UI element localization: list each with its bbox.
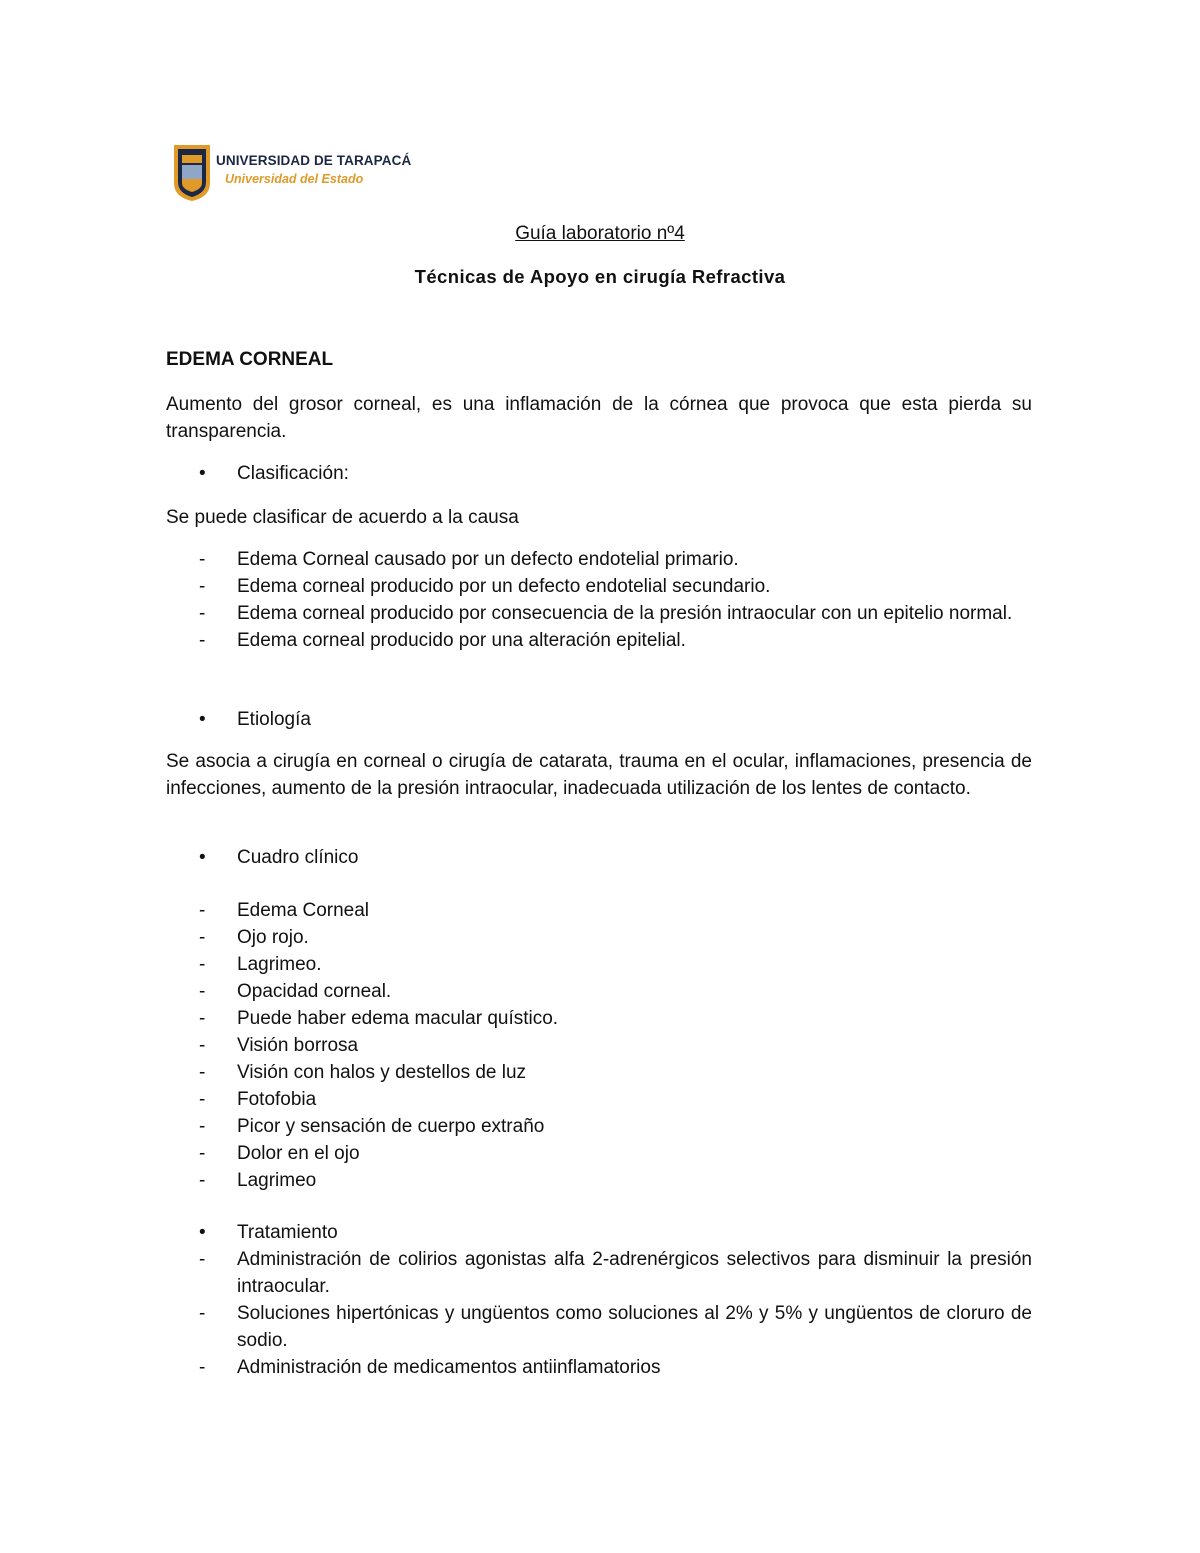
list-item <box>199 1005 1032 1032</box>
list-item <box>199 1113 1032 1140</box>
list-item-text: Edema Corneal causado por un defecto endotelial primario. <box>237 549 739 570</box>
bullet-label: Clasificación: <box>237 463 349 484</box>
bullet-label: Etiología <box>237 709 311 730</box>
list-item-text: Lagrimeo <box>237 1170 317 1191</box>
list-item-text: Puede haber edema macular quístico. <box>237 1008 559 1029</box>
dash-marker: - <box>199 1062 206 1083</box>
intro-paragraph: Aumento del grosor corneal, es una inflamación de la córnea que provoca que esta pierda su transparencia. <box>166 394 1032 442</box>
bullet-marker: • <box>199 709 206 730</box>
bullet-label: Tratamiento <box>237 1222 338 1243</box>
dash-marker: - <box>199 981 206 1002</box>
list-item-text: Lagrimeo. <box>237 954 322 975</box>
list-item-text: Dolor en el ojo <box>237 1143 360 1164</box>
tratamiento-list <box>199 1246 1032 1381</box>
list-item-text: Administración de colirios agonistas alfa 2-adrenérgicos selectivos para disminuir la presión intraocular. <box>237 1249 1032 1297</box>
list-item <box>199 1140 1032 1167</box>
logo-university-name: UNIVERSIDAD DE TARAPACÁ <box>216 153 412 168</box>
list-item <box>199 1300 1032 1354</box>
logo-university-subtitle: Universidad del Estado <box>225 172 364 186</box>
dash-marker: - <box>199 1035 206 1056</box>
list-item-text: Administración de medicamentos antiinflamatorios <box>237 1357 661 1378</box>
dash-marker: - <box>199 1357 206 1378</box>
bullet-marker: • <box>199 847 206 868</box>
list-item <box>199 1167 1032 1194</box>
dash-marker: - <box>199 1116 206 1137</box>
list-item <box>199 1032 1032 1059</box>
list-item <box>199 573 1032 600</box>
dash-marker: - <box>199 549 206 570</box>
dash-marker: - <box>199 603 206 624</box>
list-item-text: Edema corneal producido por consecuencia de la presión intraocular con un epitelio normal. <box>237 603 1013 624</box>
list-item-text: Edema corneal producido por una alteración epitelial. <box>237 630 686 651</box>
list-item-text: Soluciones hipertónicas y ungüentos como soluciones al 2% y 5% y ungüentos de cloruro de sodio. <box>237 1303 1032 1351</box>
list-item <box>199 1246 1032 1300</box>
university-logo <box>172 143 412 205</box>
clasificacion-list <box>199 546 1032 654</box>
dash-marker: - <box>199 630 206 651</box>
list-item-text: Picor y sensación de cuerpo extraño <box>237 1116 545 1137</box>
dash-marker: - <box>199 576 206 597</box>
list-item <box>199 627 1032 654</box>
clasificacion-lead: Se puede clasificar de acuerdo a la causa <box>166 507 519 528</box>
list-item <box>199 1086 1032 1113</box>
list-item-text: Edema corneal producido por un defecto endotelial secundario. <box>237 576 771 597</box>
list-item-text: Edema Corneal <box>237 900 370 921</box>
list-item <box>199 1059 1032 1086</box>
list-item <box>199 924 1032 951</box>
etiologia-paragraph: Se asocia a cirugía en corneal o cirugía de catarata, trauma en el ocular, inflamaciones, presencia de infecciones, aumento de la presión intraocular, inadecuada utilización de los lentes de contacto. <box>166 751 1032 799</box>
dash-marker: - <box>199 1170 206 1191</box>
list-item-text: Fotofobia <box>237 1089 317 1110</box>
list-item <box>199 1354 1032 1381</box>
dash-marker: - <box>199 900 206 921</box>
list-item-text: Opacidad corneal. <box>237 981 392 1002</box>
university-shield-icon <box>172 143 212 203</box>
cuadro-clinico-list <box>199 897 1032 1194</box>
list-item <box>199 978 1032 1005</box>
list-item-text: Visión con halos y destellos de luz <box>237 1062 527 1083</box>
dash-marker: - <box>199 927 206 948</box>
guide-label: Guía laboratorio nº4 <box>515 223 685 244</box>
list-item <box>199 951 1032 978</box>
list-item-text: Visión borrosa <box>237 1035 359 1056</box>
dash-marker: - <box>199 1143 206 1164</box>
list-item <box>199 546 1032 573</box>
list-item-text: Ojo rojo. <box>237 927 309 948</box>
bullet-marker: • <box>199 1222 206 1243</box>
bullet-marker: • <box>199 463 206 484</box>
dash-marker: - <box>199 1249 206 1270</box>
dash-marker: - <box>199 1303 206 1324</box>
list-item <box>199 600 1032 627</box>
list-item <box>199 897 1032 924</box>
dash-marker: - <box>199 954 206 975</box>
dash-marker: - <box>199 1089 206 1110</box>
dash-marker: - <box>199 1008 206 1029</box>
section-heading: EDEMA CORNEAL <box>166 349 334 370</box>
bullet-label: Cuadro clínico <box>237 847 359 868</box>
document-title: Técnicas de Apoyo en cirugía Refractiva <box>414 266 786 287</box>
